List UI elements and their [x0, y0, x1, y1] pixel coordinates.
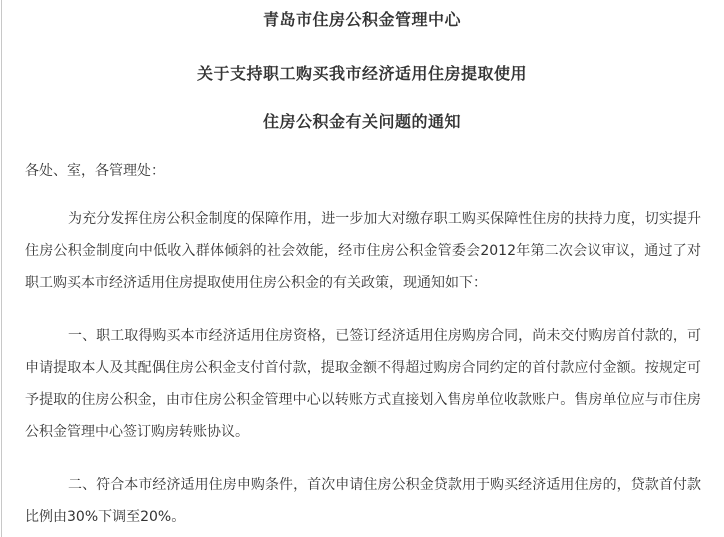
document-title-subject-line-1: 关于支持职工购买我市经济适用住房提取使用 [196, 64, 527, 83]
paragraph-item-2: 二、符合本市经济适用住房申购条件，首次申请住房公积金贷款用于购买经济适用住房的，贷款首付款比例由30%下调至20%。 [25, 477, 701, 525]
salutation: 各处、室，各管理处： [25, 163, 165, 179]
document-title-issuer: 青岛市住房公积金管理中心 [262, 10, 461, 29]
document-title-subject-line-2: 住房公积金有关问题的通知 [262, 112, 461, 131]
paragraph-item-1: 一、职工取得购买本市经济适用住房资格，已签订经济适用住房购房合同，尚未交付购房首付款的，可申请提取本人及其配偶住房公积金支付首付款，提取金额不得超过购房合同约定的首付款应付金额。按规定可予提取的住房公积金，由市住房公积金管理中心以转账方式直接划入售房单位收款账户。售房单位应与市住房公积金管理中心签订购房转账协议。 [25, 328, 701, 440]
paragraph-intro: 为充分发挥住房公积金制度的保障作用，进一步加大对缴存职工购买保障性住房的扶持力度，切实提升住房公积金制度向中低收入群体倾斜的社会效能，经市住房公积金管委会2012年第二次会议审议，通过了对职工购买本市经济适用住房提取使用住房公积金的有关政策，现通知如下： [25, 211, 701, 291]
